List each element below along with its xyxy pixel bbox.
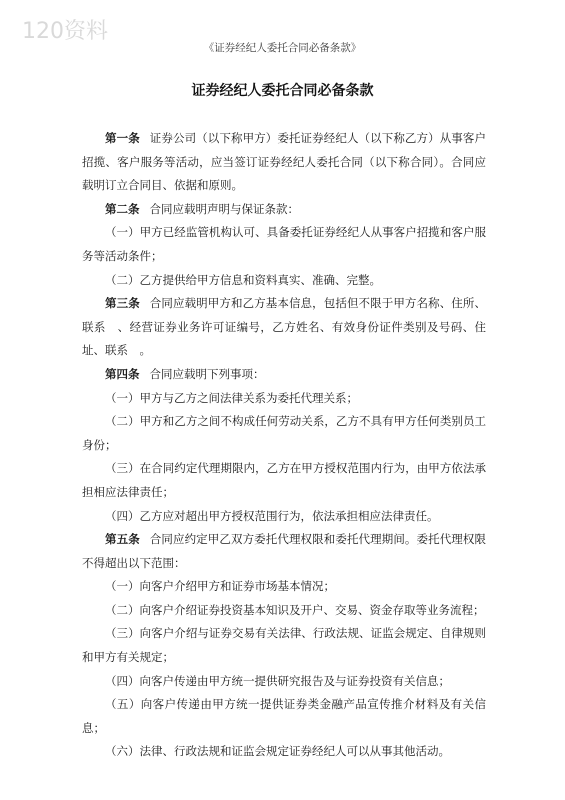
article-number: 第三条 xyxy=(105,296,140,311)
paragraph-text: （四）向客户传递由甲方统一提供研究报告及与证券投资有关信息； xyxy=(105,673,450,688)
paragraph-text: （二）乙方提供给甲方信息和资料真实、准确、完整。 xyxy=(105,272,381,287)
paragraph xyxy=(82,505,486,529)
paragraph-text: 证券公司（以下称甲方）委托证券经纪人（以下称乙方）从事客户招揽、客户服务等活动，应当签订证券经纪人委托合同（以下称合同）。合同应载明订立合同目、依据和原则。 xyxy=(82,131,487,193)
paragraph-text: （二）向客户介绍证券投资基本知识及开户、交易、资金存取等业务流程； xyxy=(105,602,485,617)
article-number: 第一条 xyxy=(105,131,140,145)
paragraph xyxy=(82,528,486,575)
paragraph xyxy=(82,363,486,387)
watermark-logo: 120资料 xyxy=(22,19,108,44)
paragraph-text: （一）向客户介绍甲方和证券市场基本情况； xyxy=(105,579,335,594)
document-body xyxy=(82,127,486,764)
paragraph-text: （四）乙方应对超出甲方授权范围行为，依法承担相应法律责任。 xyxy=(105,508,439,523)
paragraph xyxy=(82,457,486,504)
paragraph xyxy=(82,221,486,268)
paragraph xyxy=(82,575,486,599)
running-header: 《证券经纪人委托合同必备条款》 xyxy=(203,42,362,54)
paragraph xyxy=(82,670,486,694)
paragraph xyxy=(82,198,486,222)
paragraph-text: 合同应载明甲方和乙方基本信息，包括但不限于甲方名称、住所、联系 、经营证券业务许可证编号，乙方姓名、有效身份证件类别及号码、住址、联系 。 xyxy=(82,296,487,358)
paragraph xyxy=(82,269,486,293)
article-number: 第五条 xyxy=(105,532,140,547)
article-number: 第二条 xyxy=(105,201,140,216)
paragraph-text: （三）向客户介绍与证券交易有关法律、行政法规、证监会规定、自律规则和甲方有关规定； xyxy=(82,626,486,665)
paragraph-text: 合同应约定甲乙双方委托代理权限和委托代理期间。委托代理权限不得超出以下范围： xyxy=(82,532,487,570)
paragraph-text: 合同应载明下列事项： xyxy=(149,366,265,381)
paragraph-text: 合同应载明声明与保证条款： xyxy=(149,201,299,216)
paragraph-text: （二）甲方和乙方之间不构成任何劳动关系，乙方不具有甲方任何类别员工身份； xyxy=(82,414,486,452)
document-title: 证券经纪人委托合同必备条款 xyxy=(191,83,374,99)
paragraph xyxy=(82,292,486,363)
paragraph-text: （六）法律、行政法规和证监会规定证券经纪人可以从事其他活动。 xyxy=(105,744,450,759)
paragraph xyxy=(82,410,486,457)
paragraph-text: （一）甲方已经监管机构认可、具备委托证券经纪人从事客户招揽和客户服务等活动条件； xyxy=(82,225,486,263)
paragraph-text: （一）甲方与乙方之间法律关系为委托代理关系； xyxy=(105,390,358,405)
paragraph xyxy=(82,740,486,764)
paragraph-text: （三）在合同约定代理期限内，乙方在甲方授权范围内行为，由甲方依法承担相应法律责任； xyxy=(82,461,486,499)
article-number: 第四条 xyxy=(105,366,140,381)
paragraph xyxy=(82,622,486,669)
paragraph xyxy=(82,387,486,411)
paragraph-text: （五）向客户传递由甲方统一提供证券类金融产品宣传推介材料及有关信息； xyxy=(82,697,486,735)
paragraph xyxy=(82,693,486,740)
paragraph xyxy=(82,599,486,623)
paragraph xyxy=(82,127,486,198)
